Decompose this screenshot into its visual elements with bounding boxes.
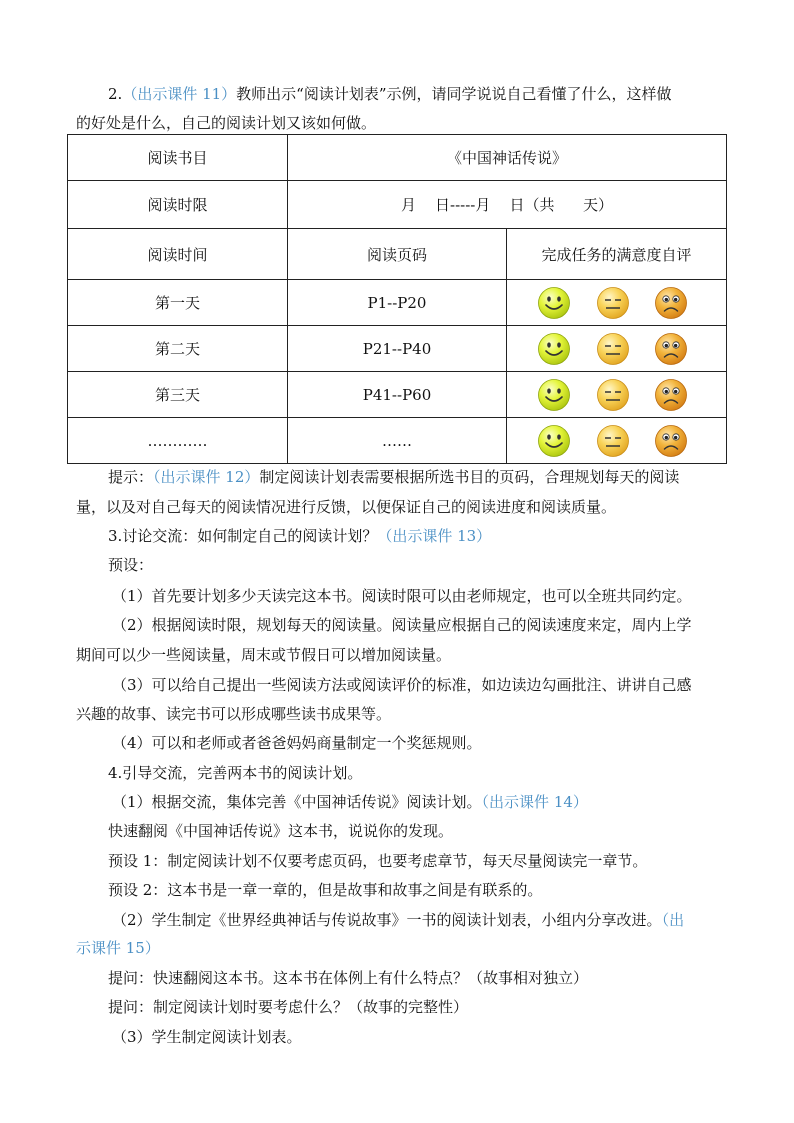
question-2: 提问：制定阅读计划时要考虑什么？（故事的完整性） [108,998,469,1016]
book-title-label: 阅读书目 [68,135,288,181]
day-cell: 第三天 [68,372,288,418]
pages-cell: …… [288,418,507,464]
neutral-face-icon [596,424,630,458]
courseware-ref: （出示课件 11） [122,85,237,103]
courseware-ref: （出示课件 12） [153,468,260,486]
courseware-ref: （出示课件 14） [481,793,588,811]
courseware-ref: （出示课件 13） [377,527,492,545]
neutral-face-icon [596,378,630,412]
pages-cell: P21--P40 [288,326,507,372]
item-3-3-line-2: 兴趣的故事、读完书可以形成哪些读书成果等。 [76,705,392,723]
table-row [68,326,727,372]
header-self-evaluation: 完成任务的满意度自评 [507,229,727,280]
smiley-face-icon [537,378,571,412]
table-row [68,418,727,464]
item-4-1: （1）根据交流，集体完善《中国神话传说》阅读计划。（出示课件 14） [112,793,588,811]
paragraph-4: 4.引导交流，完善两本书的阅读计划。 [108,764,363,782]
day-cell: 第一天 [68,280,288,326]
item-4-2-line-1: （2）学生制定《世界经典神话与传说故事》一书的阅读计划表，小组内分享改进。（出 [112,911,685,929]
paragraph-2-line-2: 的好处是什么，自己的阅读计划又该如何做。 [76,114,377,132]
day-cell: ………… [68,418,288,464]
reading-plan-table [67,134,727,464]
paragraph-3: 3.讨论交流：如何制定自己的阅读计划？（出示课件 13） [108,527,492,545]
browse-instruction: 快速翻阅《中国神话传说》这本书，说说你的发现。 [108,822,454,840]
neutral-face-icon [596,332,630,366]
item-3-3-line-1: （3）可以给自己提出一些阅读方法或阅读评价的标准，如边读边勾画批注、讲讲自己感 [112,676,692,694]
smiley-face-icon [537,424,571,458]
day-cell: 第二天 [68,326,288,372]
evaluation-cell [507,280,727,326]
time-limit-label: 阅读时限 [68,181,288,229]
item-3-2-line-1: （2）根据阅读时限，规划每天的阅读量。阅读量应根据自己的阅读速度来定，周内上学 [112,616,692,634]
header-reading-pages: 阅读页码 [288,229,507,280]
smiley-face-icon [537,286,571,320]
header-reading-time: 阅读时间 [68,229,288,280]
table-row [68,280,727,326]
sad-face-icon [654,424,688,458]
preset-1: 预设 1：制定阅读计划不仅要考虑页码，也要考虑章节，每天尽量阅读完一章节。 [108,852,648,870]
tip-line-2: 量，以及对自己每天的阅读情况进行反馈，以便保证自己的阅读进度和阅读质量。 [76,498,617,516]
tip-line-1: 提示：（出示课件 12）制定阅读计划表需要根据所选书目的页码，合理规划每天的阅读 [108,468,680,486]
table-row [68,372,727,418]
item-3-4: （4）可以和老师或者爸爸妈妈商量制定一个奖惩规则。 [112,734,482,752]
courseware-ref: 示课件 15） [76,939,160,957]
evaluation-cell [507,372,727,418]
preset-2: 预设 2：这本书是一章一章的，但是故事和故事之间是有联系的。 [108,881,543,899]
paragraph-2-line-1: 2.（出示课件 11）教师出示“阅读计划表”示例，请同学说说自己看懂了什么，这样做 [108,85,672,103]
courseware-ref: （出 [661,911,685,929]
item-4-3: （3）学生制定阅读计划表。 [112,1028,302,1046]
evaluation-cell [507,326,727,372]
sad-face-icon [654,378,688,412]
sad-face-icon [654,332,688,366]
item-3-1: （1）首先要计划多少天读完这本书。阅读时限可以由老师规定，也可以全班共同约定。 [112,587,692,605]
item-4-2-line-2 [76,938,726,958]
pages-cell: P1--P20 [288,280,507,326]
neutral-face-icon [596,286,630,320]
pages-cell: P41--P60 [288,372,507,418]
book-title-value: 《中国神话传说》 [288,135,727,181]
evaluation-cell [507,418,727,464]
smiley-face-icon [537,332,571,366]
time-limit-value: 月 日-----月 日（共 天） [288,181,727,229]
question-1: 提问：快速翻阅这本书。这本书在体例上有什么特点？（故事相对独立） [108,969,589,987]
item-3-2-line-2: 期间可以少一些阅读量，周末或节假日可以增加阅读量。 [76,646,452,664]
sad-face-icon [654,286,688,320]
preset-label: 预设： [108,556,154,574]
